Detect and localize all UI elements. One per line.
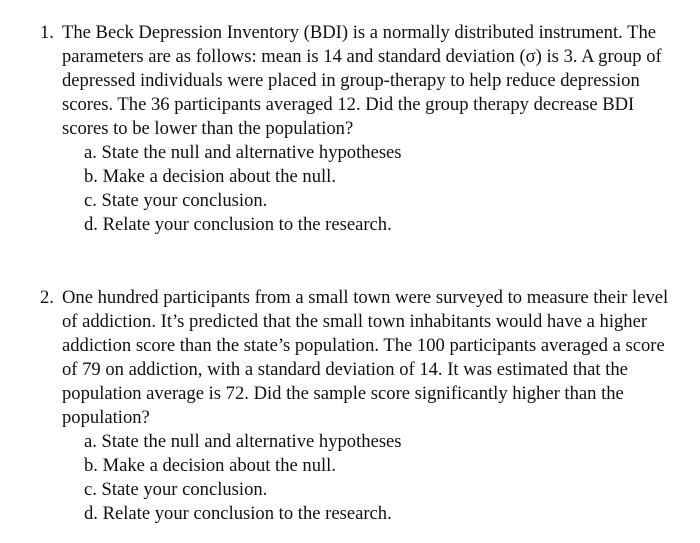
question-2-part-d: d. Relate your conclusion to the research. [84, 503, 392, 524]
question-1-part-d: d. Relate your conclusion to the research. [84, 214, 392, 235]
question-1-part-c: c. State your conclusion. [84, 190, 268, 211]
question-1-part-a: a. State the null and alternative hypotheses [84, 142, 402, 163]
question-1-part-b: b. Make a decision about the null. [84, 166, 336, 187]
question-2-header [40, 286, 680, 430]
question-2-text: One hundred participants from a small town were surveyed to measure their level of addiction. It’s predicted that the small town inhabitants would have a higher addiction score than the state’s population. The 100 participants averaged a score of 79 on addiction, with a standard deviation of 14. It was estimated that the population average is 72. Did the sample score significantly higher than the population? [62, 287, 669, 428]
question-1-number: 1. [40, 22, 54, 43]
question-2 [40, 286, 680, 526]
question-2-part-b: b. Make a decision about the null. [84, 455, 336, 476]
question-1-parts [40, 141, 680, 237]
question-2-part-a: a. State the null and alternative hypotheses [84, 431, 402, 452]
question-1 [40, 21, 680, 237]
question-1-header [40, 21, 680, 141]
question-2-parts [40, 430, 680, 526]
question-2-part-c: c. State your conclusion. [84, 479, 268, 500]
question-2-number: 2. [40, 287, 54, 308]
question-1-text: The Beck Depression Inventory (BDI) is a normally distributed instrument. The parameters are as follows: mean is 14 and standard deviation (σ) is 3. A group of depressed individuals were placed in group-therapy to help reduce depression scores. The 36 participants averaged 12. Did the group therapy decrease BDI scores to be lower than the population? [62, 22, 662, 139]
